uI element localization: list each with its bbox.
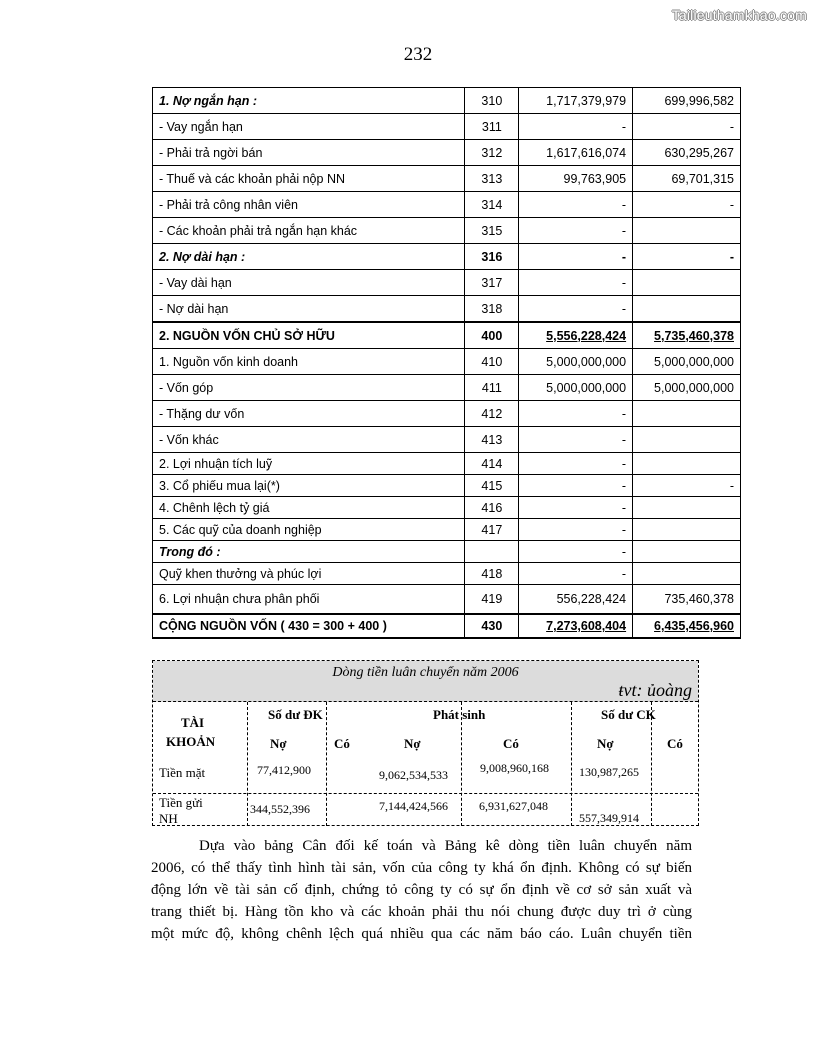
table-row bbox=[153, 140, 741, 166]
row-opening: - bbox=[519, 541, 633, 563]
row-closing: - bbox=[633, 475, 741, 497]
row-label: 6. Lợi nhuận chưa phân phối bbox=[153, 585, 465, 615]
row-code bbox=[465, 541, 519, 563]
row-code: 317 bbox=[465, 270, 519, 296]
row-closing bbox=[633, 497, 741, 519]
header-movement: Phát sinh bbox=[433, 707, 486, 722]
grid-line bbox=[571, 702, 572, 826]
row-label: 2. Lợi nhuận tích luỹ bbox=[153, 453, 465, 475]
row-opening: 99,763,905 bbox=[519, 166, 633, 192]
row-closing: - bbox=[633, 114, 741, 140]
table-row bbox=[153, 218, 741, 244]
row-label: - Các khoản phải trả ngắn hạn khác bbox=[153, 218, 465, 244]
row-code: 414 bbox=[465, 453, 519, 475]
row-code: 311 bbox=[465, 114, 519, 140]
row-code: 315 bbox=[465, 218, 519, 244]
row-label: - Phải trả ngời bán bbox=[153, 140, 465, 166]
row-opening: - bbox=[519, 296, 633, 323]
row-label: 2. Nợ dài hạn : bbox=[153, 244, 465, 270]
paragraph-line: một mức độ, không chênh lệch quá nhiều qua các năm báo cáo. Luân chuyển tiền bbox=[151, 926, 692, 942]
cash-flow-box bbox=[152, 660, 699, 826]
row-label: Trong đó : bbox=[153, 541, 465, 563]
row-closing bbox=[633, 322, 741, 349]
row-opening: - bbox=[519, 114, 633, 140]
cash-row-closing-debit: 130,987,265 bbox=[579, 765, 639, 779]
table-row bbox=[153, 270, 741, 296]
row-code: 313 bbox=[465, 166, 519, 192]
grid-line bbox=[247, 702, 248, 826]
table-row bbox=[153, 88, 741, 114]
row-label: - Thặng dư vốn bbox=[153, 401, 465, 427]
table-row bbox=[153, 401, 741, 427]
row-opening: - bbox=[519, 218, 633, 244]
header-movement-debit: Nợ bbox=[404, 736, 421, 751]
table-row bbox=[153, 296, 741, 323]
row-opening-value: 7,273,608,404 bbox=[546, 619, 627, 633]
row-code: 411 bbox=[465, 375, 519, 401]
row-closing bbox=[633, 427, 741, 453]
table-row bbox=[153, 585, 741, 615]
row-code: 312 bbox=[465, 140, 519, 166]
row-opening: 1,717,379,979 bbox=[519, 88, 633, 114]
row-code: 314 bbox=[465, 192, 519, 218]
header-account-2: KHOẢN bbox=[166, 734, 216, 749]
row-closing bbox=[633, 541, 741, 563]
balance-sheet-table bbox=[152, 87, 741, 639]
row-closing: 5,000,000,000 bbox=[633, 349, 741, 375]
row-label: 3. Cổ phiếu mua lại(*) bbox=[153, 475, 465, 497]
row-code: 400 bbox=[465, 322, 519, 349]
row-opening: - bbox=[519, 519, 633, 541]
row-closing bbox=[633, 218, 741, 244]
grid-line bbox=[326, 702, 327, 826]
header-closing-credit: Có bbox=[667, 736, 683, 751]
row-label: 5. Các quỹ của doanh nghiệp bbox=[153, 519, 465, 541]
row-closing bbox=[633, 270, 741, 296]
grid-line bbox=[153, 793, 698, 794]
row-opening: 1,617,616,074 bbox=[519, 140, 633, 166]
table-row bbox=[153, 519, 741, 541]
cash-row-account: Tiền gửi bbox=[159, 795, 203, 810]
row-closing: 699,996,582 bbox=[633, 88, 741, 114]
row-label: 1. Nguồn vốn kinh doanh bbox=[153, 349, 465, 375]
row-closing: 5,000,000,000 bbox=[633, 375, 741, 401]
cash-row-movement-debit: 9,062,534,533 bbox=[379, 768, 448, 782]
cash-row-account: Tiền mặt bbox=[159, 765, 206, 780]
row-code: 410 bbox=[465, 349, 519, 375]
row-closing: 69,701,315 bbox=[633, 166, 741, 192]
cash-flow-header bbox=[153, 661, 698, 702]
header-opening: Số dư ĐK bbox=[268, 707, 323, 722]
cash-row-opening-debit: 77,412,900 bbox=[257, 763, 311, 777]
row-closing bbox=[633, 519, 741, 541]
row-opening: - bbox=[519, 497, 633, 519]
table-row bbox=[153, 114, 741, 140]
row-label: 2. NGUỒN VỐN CHỦ SỞ HỮU bbox=[153, 322, 465, 349]
row-closing: 630,295,267 bbox=[633, 140, 741, 166]
row-label: - Nợ dài hạn bbox=[153, 296, 465, 323]
row-code: 415 bbox=[465, 475, 519, 497]
row-opening: - bbox=[519, 427, 633, 453]
table-row bbox=[153, 453, 741, 475]
row-closing bbox=[633, 296, 741, 323]
table-row bbox=[153, 192, 741, 218]
row-code: 413 bbox=[465, 427, 519, 453]
paragraph-line: 2006, có thể thấy tình hình tài sản, vốn của công ty khá ổn định. Không có sự biến bbox=[151, 860, 692, 876]
cash-row-opening-debit: 344,552,396 bbox=[250, 802, 310, 816]
cash-row-movement-credit: 9,008,960,168 bbox=[480, 761, 549, 775]
cash-row-movement-debit: 7,144,424,566 bbox=[379, 799, 448, 813]
row-closing: 735,460,378 bbox=[633, 585, 741, 615]
row-code: 430 bbox=[465, 614, 519, 638]
header-closing-debit: Nợ bbox=[597, 736, 614, 751]
row-opening: - bbox=[519, 563, 633, 585]
table-row bbox=[153, 244, 741, 270]
table-row bbox=[153, 322, 741, 349]
header-closing: Số dư CK bbox=[601, 707, 656, 722]
watermark: Tailieuthamkhao.com bbox=[671, 7, 807, 23]
row-opening: 556,228,424 bbox=[519, 585, 633, 615]
row-opening bbox=[519, 322, 633, 349]
header-opening-credit: Có bbox=[334, 736, 350, 751]
row-label: - Phải trả công nhân viên bbox=[153, 192, 465, 218]
page-number: 232 bbox=[403, 44, 433, 65]
row-label: 4. Chênh lệch tỷ giá bbox=[153, 497, 465, 519]
row-opening: - bbox=[519, 475, 633, 497]
row-code: 417 bbox=[465, 519, 519, 541]
row-opening: - bbox=[519, 453, 633, 475]
body-paragraph bbox=[151, 835, 692, 945]
row-closing-value: 5,735,460,378 bbox=[654, 328, 734, 343]
row-code: 412 bbox=[465, 401, 519, 427]
row-closing bbox=[633, 614, 741, 638]
cash-row-movement-credit: 6,931,627,048 bbox=[479, 799, 548, 813]
row-label: CỘNG NGUỒN VỐN ( 430 = 300 + 400 ) bbox=[153, 614, 465, 638]
row-opening: - bbox=[519, 270, 633, 296]
paragraph-line: động lớn về tài sản cố định, chứng tỏ công ty có sự ổn định về cơ sở sản xuất và bbox=[151, 882, 692, 898]
header-opening-debit: Nợ bbox=[270, 736, 287, 751]
row-code: 418 bbox=[465, 563, 519, 585]
cash-row-closing-debit: 557,349,914 bbox=[579, 811, 639, 825]
row-label: - Thuế và các khoản phải nộp NN bbox=[153, 166, 465, 192]
table-row bbox=[153, 541, 741, 563]
header-account: TÀI bbox=[181, 715, 205, 730]
row-opening: - bbox=[519, 244, 633, 270]
cash-flow-unit: ŧvt: ủoàng bbox=[618, 680, 692, 700]
row-opening: - bbox=[519, 192, 633, 218]
row-closing: - bbox=[633, 192, 741, 218]
row-closing: - bbox=[633, 244, 741, 270]
row-code: 416 bbox=[465, 497, 519, 519]
table-row bbox=[153, 166, 741, 192]
row-label: - Vay ngắn hạn bbox=[153, 114, 465, 140]
row-code: 318 bbox=[465, 296, 519, 323]
row-opening: 5,000,000,000 bbox=[519, 375, 633, 401]
table-row-total bbox=[153, 614, 741, 638]
table-row bbox=[153, 427, 741, 453]
row-opening-value: 5,556,228,424 bbox=[546, 328, 627, 343]
table-row bbox=[153, 349, 741, 375]
table-row bbox=[153, 563, 741, 585]
row-label: Quỹ khen thưởng và phúc lợi bbox=[153, 563, 465, 585]
row-label: - Vốn góp bbox=[153, 375, 465, 401]
row-code: 419 bbox=[465, 585, 519, 615]
table-row bbox=[153, 475, 741, 497]
row-code: 316 bbox=[465, 244, 519, 270]
table-row bbox=[153, 497, 741, 519]
row-opening: 5,000,000,000 bbox=[519, 349, 633, 375]
row-label: 1. Nợ ngắn hạn : bbox=[153, 88, 465, 114]
row-label: - Vay dài hạn bbox=[153, 270, 465, 296]
cash-row-account-2: NH bbox=[159, 811, 178, 826]
row-label: - Vốn khác bbox=[153, 427, 465, 453]
paragraph-line: trang thiết bị. Hàng tồn kho và các khoản phải thu nói chung được duy trì ở cùng bbox=[151, 904, 692, 920]
cash-flow-title: Dòng tiền luân chuyển năm 2006 bbox=[332, 665, 519, 680]
row-closing bbox=[633, 453, 741, 475]
row-closing-value: 6,435,456,960 bbox=[654, 619, 734, 633]
row-code: 310 bbox=[465, 88, 519, 114]
row-closing bbox=[633, 401, 741, 427]
paragraph-line: Dựa vào bảng Cân đối kế toán và Bảng kê dòng tiền luân chuyển năm bbox=[199, 838, 692, 854]
header-movement-credit: Có bbox=[503, 736, 519, 751]
row-closing bbox=[633, 563, 741, 585]
table-row bbox=[153, 375, 741, 401]
row-opening bbox=[519, 614, 633, 638]
row-opening: - bbox=[519, 401, 633, 427]
